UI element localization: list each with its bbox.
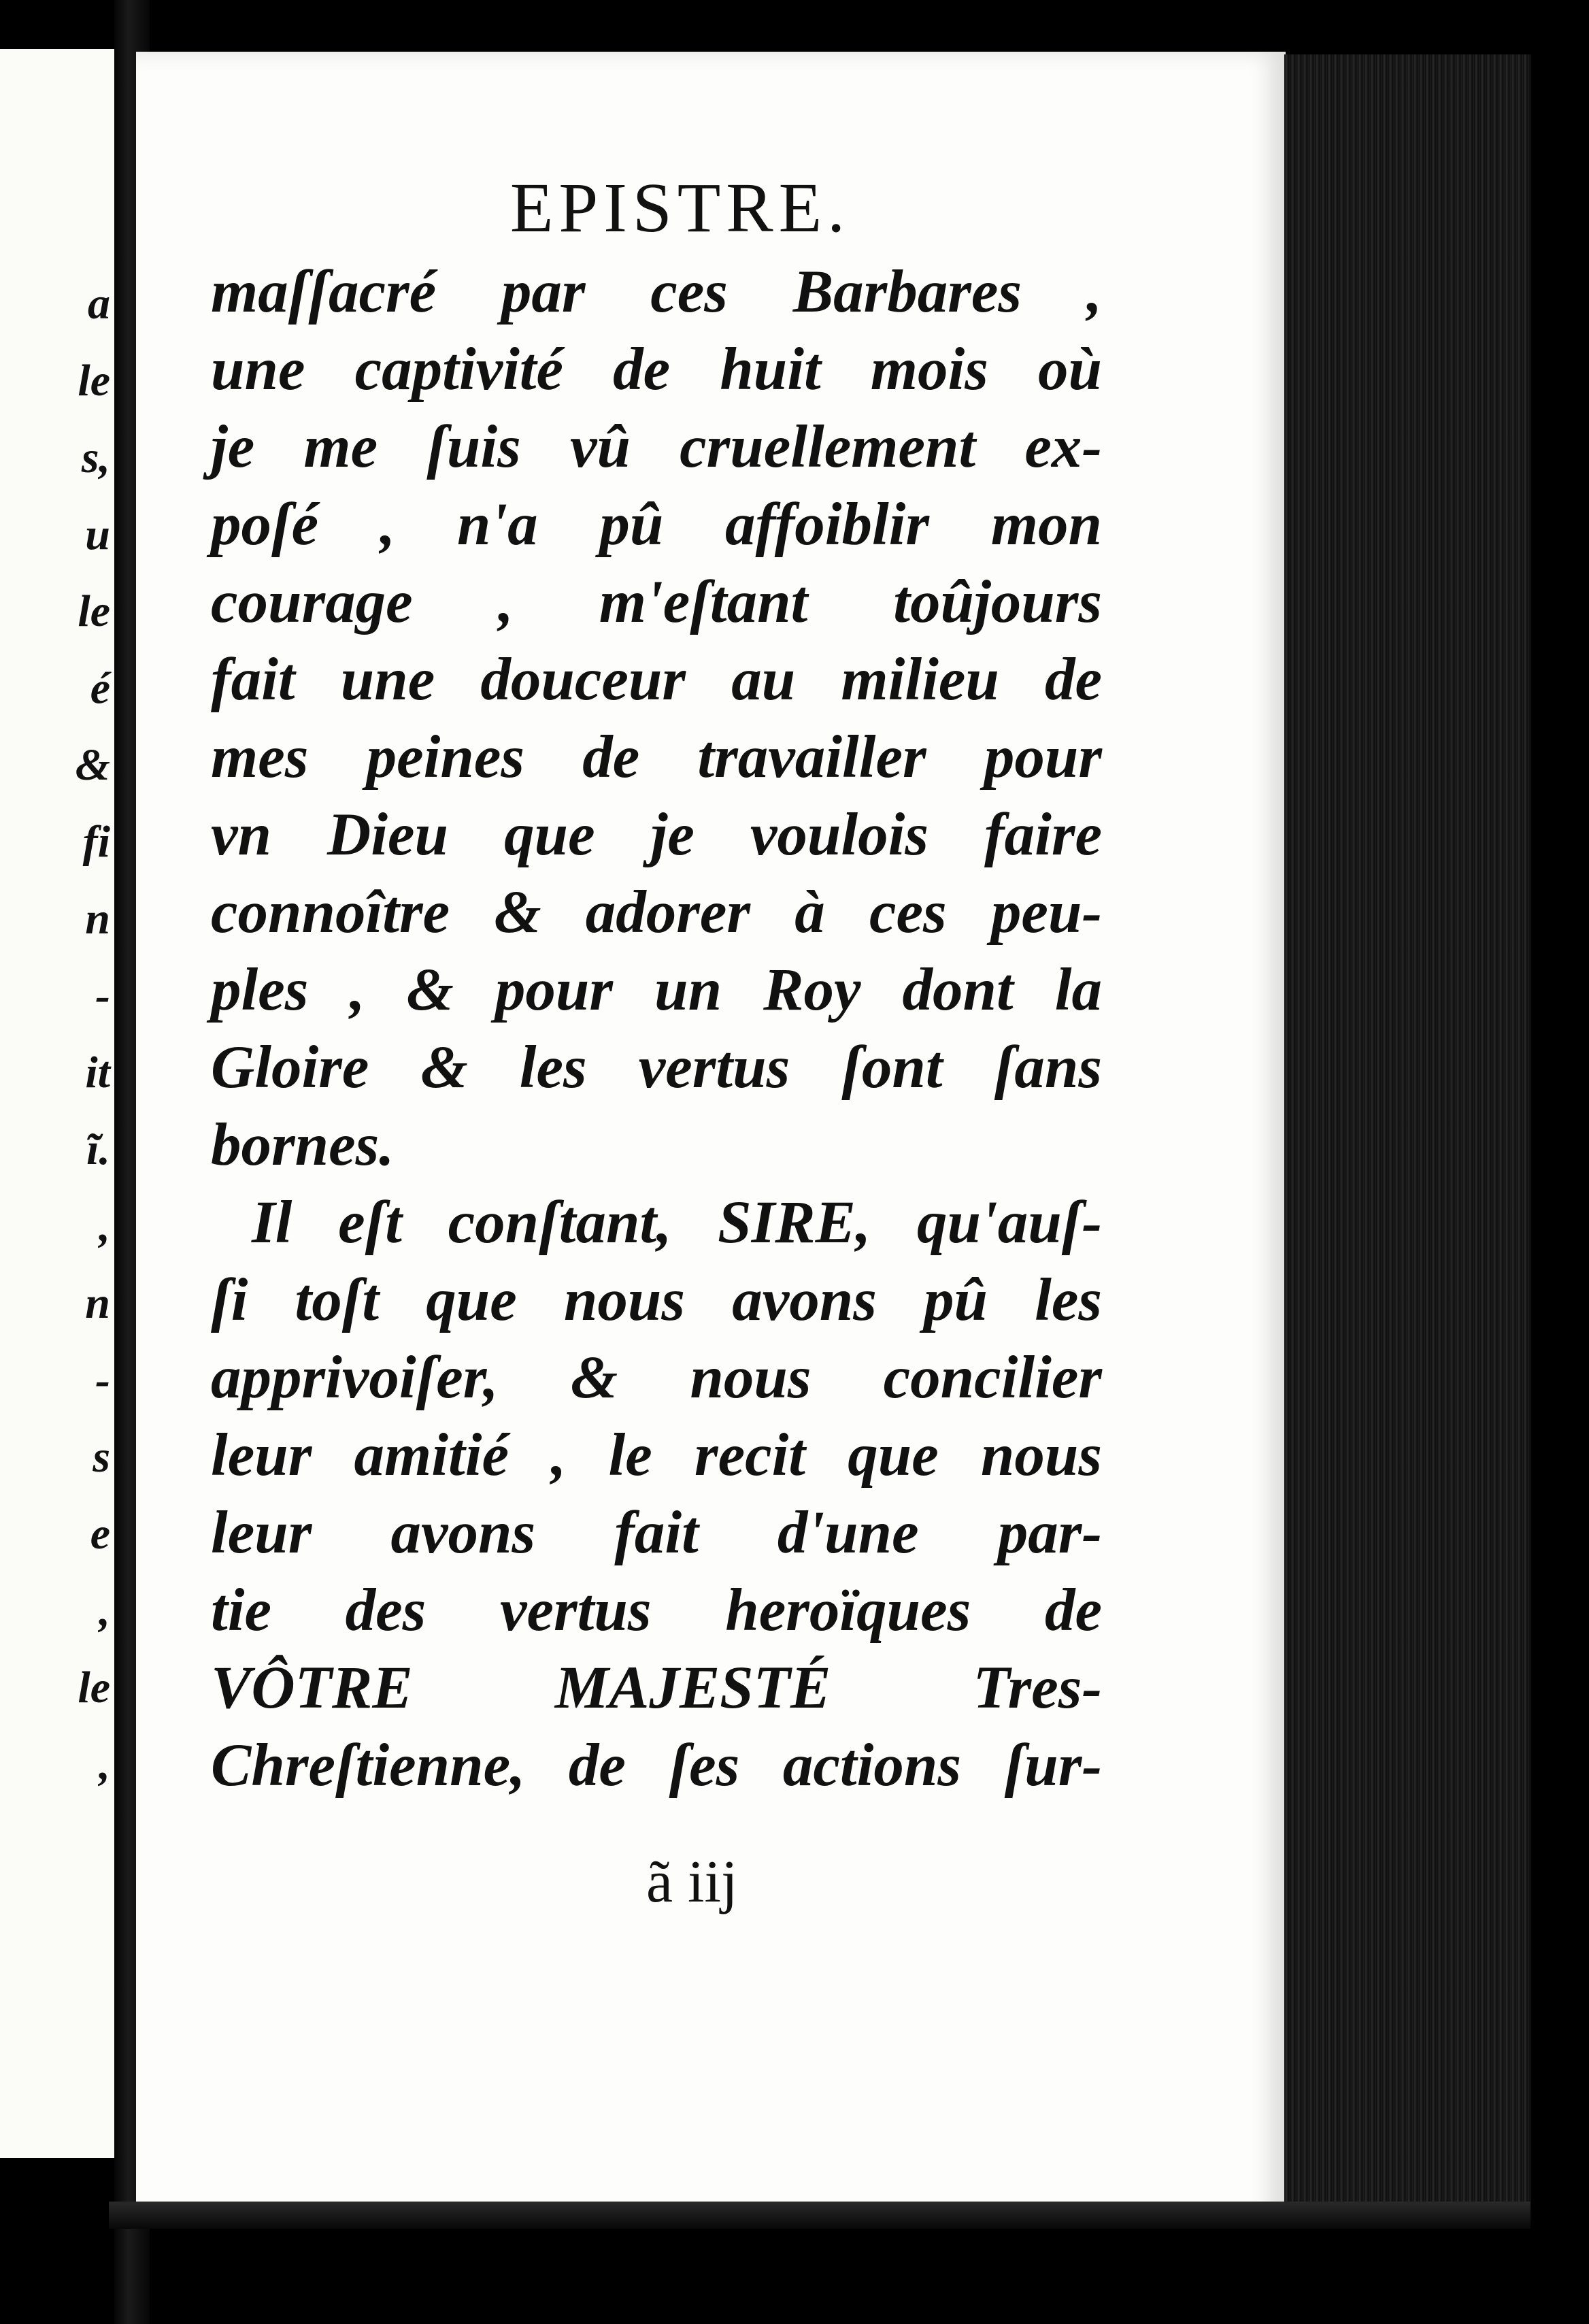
text-line: Il eſt conſtant, SIRE, qu'auſ-: [252, 1189, 1102, 1256]
text-line: une captivité de huit mois où: [211, 336, 1102, 403]
text-line: courage , m'eſtant toûjours: [211, 569, 1102, 635]
text-line: leur avons fait d'une par-: [211, 1499, 1102, 1566]
text-line: maſſacré par ces Barbares ,: [211, 259, 1102, 325]
line-fragment: fi: [82, 817, 110, 867]
line-fragment: ĩ.: [86, 1125, 110, 1174]
book-fore-edge: [1284, 54, 1531, 2204]
body-text: [211, 253, 1102, 1804]
line-fragment: it: [85, 1048, 110, 1097]
line-fragment: é: [90, 663, 110, 713]
signature-mark: ã iij: [646, 1849, 738, 1915]
line-fragment: ,: [99, 1740, 110, 1789]
text-line: vn Dieu que je voulois faire: [211, 801, 1102, 868]
text-line: poſé , n'a pû affoiblir mon: [211, 491, 1102, 558]
facing-page-left: [0, 49, 118, 2158]
text-line: ples , & pour un Roy dont la: [211, 957, 1102, 1023]
line-fragment: -: [95, 971, 110, 1020]
line-fragment: ,: [99, 1201, 110, 1251]
line-fragment: s: [93, 1432, 110, 1482]
line-fragment: le: [78, 356, 110, 405]
line-fragment: u: [85, 510, 110, 559]
text-line: VÔTRE MAJESTÉ Tres-: [211, 1655, 1102, 1721]
text-line: je me ſuis vû cruellement ex-: [211, 414, 1102, 480]
line-fragment: ,: [99, 1586, 110, 1636]
line-fragment: n: [85, 1278, 110, 1328]
text-line: leur amitié , le recit que nous: [211, 1422, 1102, 1489]
line-fragment: s,: [81, 433, 110, 482]
text-line: mes peines de travailler pour: [211, 724, 1102, 791]
text-line: tie des vertus heroïques de: [211, 1577, 1102, 1644]
line-fragment: -: [95, 1355, 110, 1405]
line-fragment: n: [85, 894, 110, 944]
text-line: connoître & adorer à ces peu-: [211, 879, 1102, 946]
text-line: apprivoiſer, & nous concilier: [211, 1344, 1102, 1411]
text-line: Gloire & les vertus ſont ſans: [211, 1034, 1102, 1101]
line-fragment: e: [90, 1509, 110, 1559]
text-line: Chreſtienne, de ſes actions ſur-: [211, 1732, 1102, 1799]
text-line: bornes.: [211, 1112, 395, 1178]
line-fragment: le: [78, 1663, 110, 1712]
facing-page-line-endings: [76, 265, 110, 1803]
book-bottom-edge: [109, 2202, 1531, 2229]
line-fragment: le: [78, 586, 110, 636]
text-line: fait une douceur au milieu de: [211, 646, 1102, 713]
text-line: ſi toſt que nous avons pû les: [211, 1267, 1102, 1333]
line-fragment: &: [75, 740, 110, 790]
line-fragment: a: [88, 279, 110, 329]
running-head: EPISTRE.: [509, 169, 851, 247]
book-page: [136, 52, 1286, 2222]
